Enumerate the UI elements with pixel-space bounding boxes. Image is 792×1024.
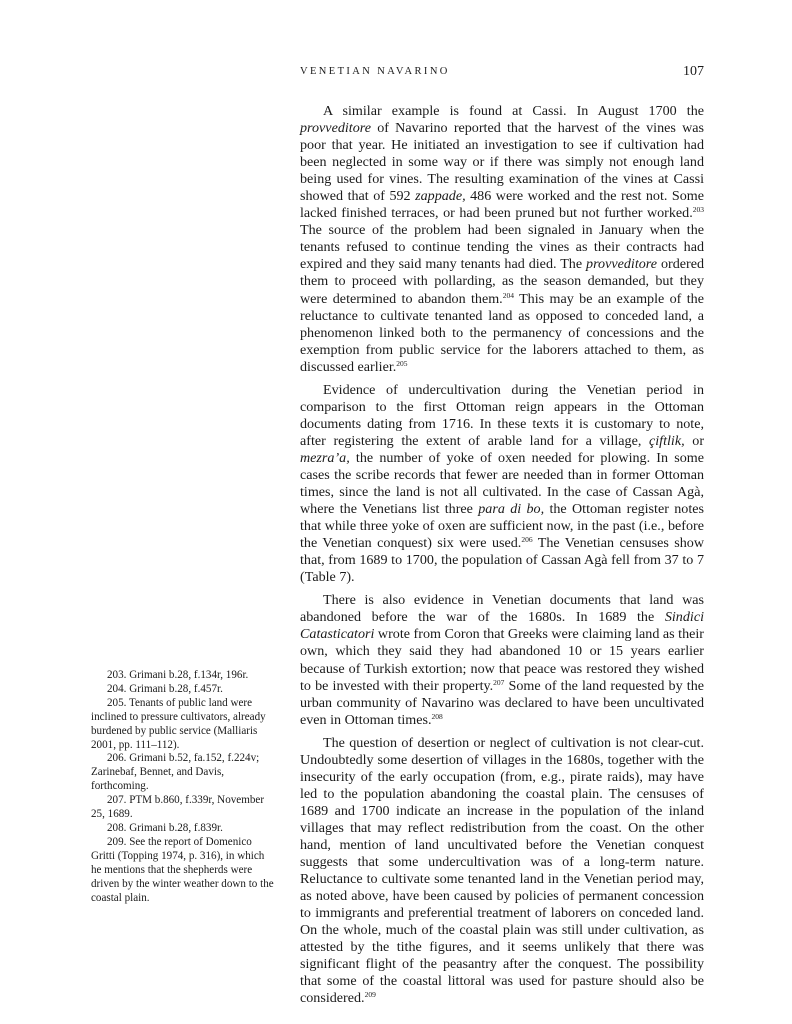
footnote-207: 207. PTM b.860, f.339r, November 25, 1689. <box>91 794 265 821</box>
page-number: 107 <box>683 64 704 79</box>
text-span: The question of desertion or neglect of cultivation is not clear-cut. Undoubtedly some desertion of villages in the 1680s, together with the insecurity of the early occupation (from, e.g., pirate raids), may have led to the population abandoning the coastal plain. The censuses of 1689 and 1700 indicate an increase in the population of the inland villages that may reflect redistribution from the coast. On the other hand, mention of land uncultivated before the Venetian conquest suggests that some undercultivation was of a long-term nature. Reluctance to cultivate some tenanted land in the Venetian period may, as noted above, have been caused by policies of permanent concession to immigrants and preferential treatment of laborers on conceded land. On the whole, much of the coastal plain was still under cultivation, as attested by the tithe figures, and it seems unlikely that there was significant flight of the peasantry after the conquest. The possibility that some of the coastal littoral was used for pasture should also be considered. <box>300 734 704 1007</box>
footnotes <box>91 669 274 905</box>
text-span: The Venetian censuses show that, from 1689 to 1700, the population of Cassan Agà fell from 37 to 7 (Table 7). <box>300 535 704 586</box>
footnote-205: 205. Tenants of public land were inclined to pressure cultivators, already burdened by public service (Malliaris 2001, pp. 111–112). <box>91 696 266 751</box>
footnote-ref-209[interactable]: 209 <box>364 990 376 1000</box>
footnote-ref-205[interactable]: 205 <box>396 358 408 368</box>
paragraph-2 <box>300 382 704 587</box>
paragraph-1 <box>300 103 704 376</box>
text-span: This may be an example of the reluctance to cultivate tenanted land as opposed to conceded land, a phenomenon linked both to the permanency of concessions and the exemption from public service for the laborers attached to them, as discussed earlier. <box>300 290 704 375</box>
footnote-208: 208. Grimani b.28, f.839r. <box>107 821 223 834</box>
italic-term: çiftlik, <box>649 432 685 449</box>
footnote-ref-206[interactable]: 206 <box>521 535 533 545</box>
italic-term: provveditore <box>300 120 371 137</box>
running-head <box>300 66 704 84</box>
running-title: VENETIAN NAVARINO <box>300 66 450 77</box>
italic-term: Sindici Catasticatori <box>300 609 704 643</box>
text-span: The source of the problem had been signaled in January when the tenants refused to continue tending the vines as their contracts had expired and they said many tenants had died. The <box>300 222 704 273</box>
paragraph-4 <box>300 735 704 1008</box>
footnote-ref-208[interactable]: 208 <box>431 711 443 721</box>
main-text <box>300 103 704 1007</box>
italic-term: zappade, <box>415 188 466 205</box>
text-span: Some of the land requested by the urban community of Navarino was declared to have been uncultivated even in Ottoman times. <box>300 677 704 728</box>
text-span: 486 were worked and the rest not. Some lacked finished terraces, or had been pruned but not further worked. <box>300 188 705 222</box>
italic-term: para di bo, <box>478 501 545 518</box>
footnote-203: 203. Grimani b.28, f.134r, 196r. <box>107 669 249 681</box>
footnote-204: 204. Grimani b.28, f.457r. <box>107 682 223 695</box>
footnote-ref-203[interactable]: 203 <box>692 205 704 215</box>
italic-term: mezra’a, <box>300 449 350 466</box>
footnote-ref-207[interactable]: 207 <box>493 677 505 687</box>
text-span: Evidence of undercultivation during the Venetian period in comparison to the first Ottoman reign appears in the Ottoman documents dating from 1716. In these texts it is customary to note, after registering the extent of arable land for a village, <box>300 381 704 449</box>
text-span: A similar example is found at Cassi. In August 1700 the <box>323 103 704 119</box>
italic-term: provveditore <box>586 256 658 273</box>
text-span: or <box>684 432 705 449</box>
text-span: ordered them to proceed with pollarding, as the season demanded, but they were determined to abandon them. <box>300 256 704 307</box>
paragraph-3 <box>300 592 704 728</box>
footnote-206: 206. Grimani b.52, fa.152, f.224v; Zarinebaf, Bennet, and Davis, forthcoming. <box>91 752 260 793</box>
text-span: of Navarino reported that the harvest of the vines was poor that year. He initiated an investigation to see if cultivation had been neglected in some way or if there was simply not enough land being used for vines. The resulting examination of the vines at Cassi showed that of 592 <box>300 120 704 205</box>
text-span: wrote from Coron that Greeks were claiming land as their own, which they said they had abandoned 10 or 15 years earlier because of Turkish extortion; now that peace was restored they wished to be invested with their property. <box>300 626 704 694</box>
text-span: the number of yoke of oxen needed for plowing. In some cases the scribe records that fewer are needed than in former Ottoman times, since the land is not all cultivated. In the case of Cassan Agà, where the Venetians list three <box>300 449 704 518</box>
text-span: the Ottoman register notes that while three yoke of oxen are sufficient now, in the past (i.e., before the Venetian conquest) six were used. <box>300 501 704 552</box>
footnote-ref-204[interactable]: 204 <box>502 290 514 300</box>
footnote-209: 209. See the report of Domenico Gritti (Topping 1974, p. 316), in which he mentions that the shepherds were driven by the winter weather down to the coastal plain. <box>91 835 274 904</box>
text-span: There is also evidence in Venetian documents that land was abandoned before the war of the 1680s. In 1689 the <box>300 592 704 626</box>
